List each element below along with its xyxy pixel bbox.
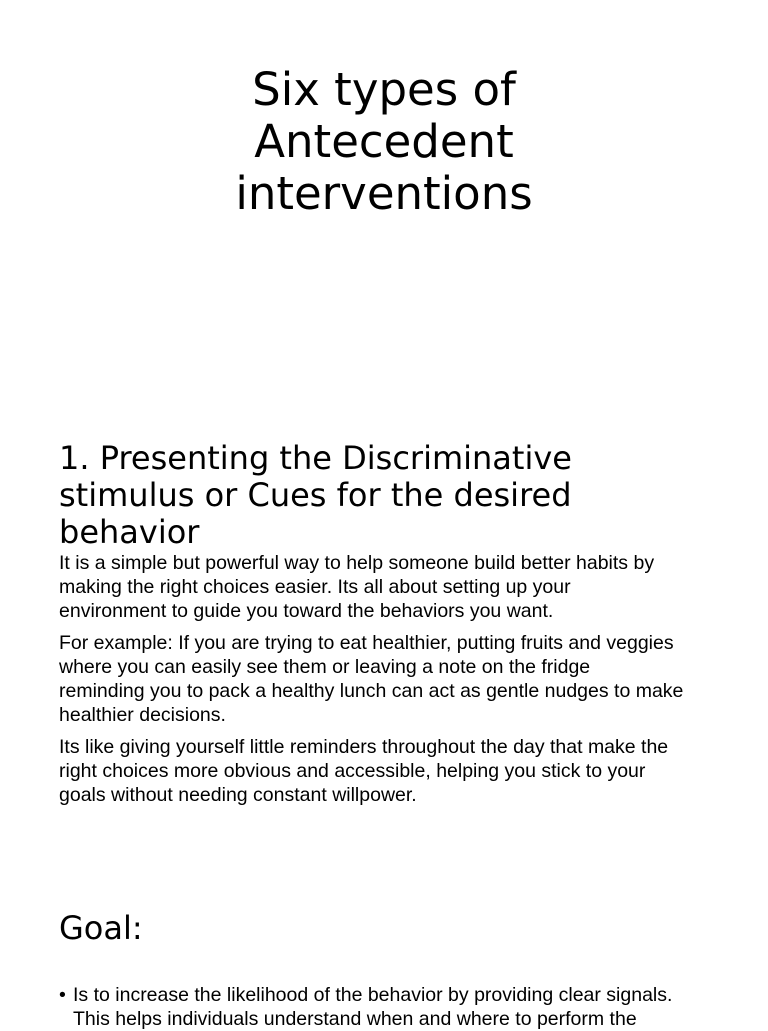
paragraph-line: environment to guide you toward the behaviors you want.: [59, 600, 554, 622]
paragraph-line: making the right choices easier. Its all about setting up your: [59, 576, 571, 598]
body-paragraph: [59, 551, 739, 623]
slide-title-line: interventions: [235, 167, 533, 220]
section-heading-line: stimulus or Cues for the desired: [59, 476, 572, 514]
goal-heading: Goal:: [59, 909, 143, 947]
list-item-line: Is to increase the likelihood of the behavior by providing clear signals.: [73, 984, 673, 1006]
paragraph-line: For example: If you are trying to eat healthier, putting fruits and veggies: [59, 632, 674, 654]
body-paragraph: [59, 631, 739, 727]
paragraph-line: right choices more obvious and accessible, helping you stick to your: [59, 760, 646, 782]
section-heading: [59, 440, 739, 551]
paragraph-line: Its like giving yourself little reminders throughout the day that make the: [59, 736, 669, 758]
body-paragraph: [59, 735, 739, 807]
paragraph-line: It is a simple but powerful way to help someone build better habits by: [59, 552, 655, 574]
section-heading-line: 1. Presenting the Discriminative: [59, 439, 572, 477]
slide-title-line: Antecedent: [254, 115, 514, 168]
section-body: [59, 551, 739, 815]
paragraph-line: reminding you to pack a healthy lunch can act as gentle nudges to make: [59, 680, 684, 702]
paragraph-line: where you can easily see them or leaving a note on the fridge: [59, 656, 591, 678]
slide-title: [0, 64, 768, 220]
bullet-icon: •: [59, 984, 66, 1006]
section-heading-line: behavior: [59, 513, 200, 551]
paragraph-line: healthier decisions.: [59, 704, 226, 726]
slide-title-line: Six types of: [252, 63, 516, 116]
paragraph-line: goals without needing constant willpower.: [59, 784, 417, 806]
list-item-line: This helps individuals understand when and where to perform the: [73, 1008, 637, 1030]
